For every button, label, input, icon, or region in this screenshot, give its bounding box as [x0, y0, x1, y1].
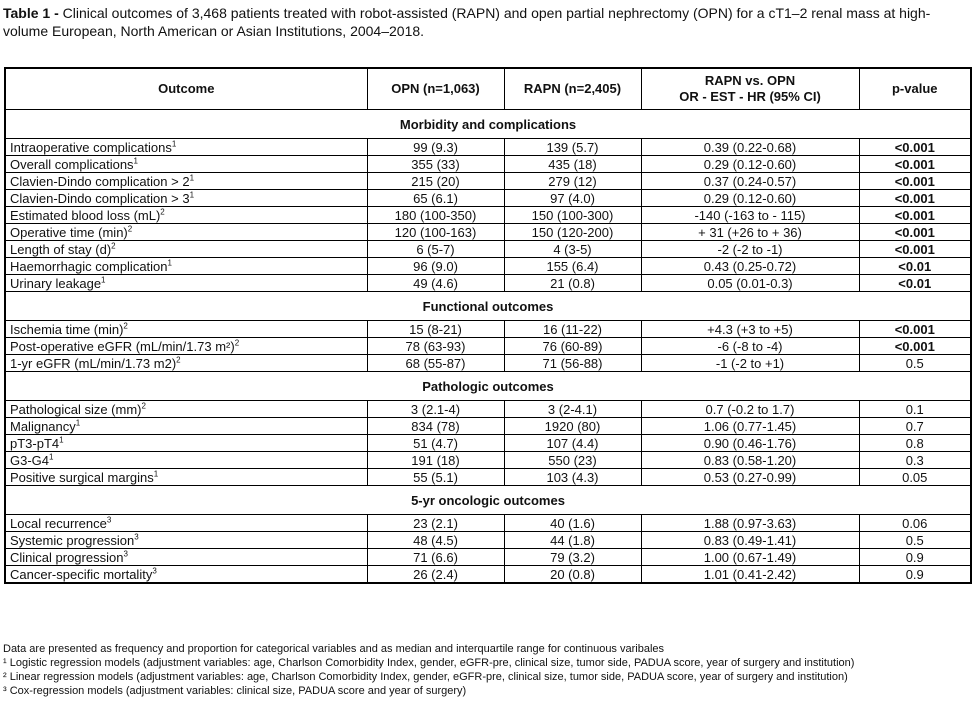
- cell-pvalue: <0.01: [859, 258, 971, 275]
- cell-pvalue: 0.9: [859, 549, 971, 566]
- cell-pvalue: 0.06: [859, 515, 971, 532]
- cell-pvalue: <0.001: [859, 321, 971, 338]
- cell-outcome: [5, 139, 367, 156]
- cell-pvalue: <0.001: [859, 338, 971, 355]
- outcome-label: Clinical progression: [10, 549, 124, 565]
- cell-rapn: 550 (23): [504, 452, 641, 469]
- cell-opn: 191 (18): [367, 452, 504, 469]
- outcome-label: Overall complications: [10, 156, 134, 172]
- cell-outcome: [5, 156, 367, 173]
- cell-rapn: 21 (0.8): [504, 275, 641, 292]
- table-row: [5, 241, 971, 258]
- footnote-marker: 2: [111, 241, 116, 251]
- outcome-label: Operative time (min): [10, 224, 128, 240]
- cell-comparison: 0.39 (0.22-0.68): [641, 139, 859, 156]
- cell-pvalue: 0.5: [859, 355, 971, 372]
- cell-outcome: [5, 401, 367, 418]
- cell-rapn: 279 (12): [504, 173, 641, 190]
- cell-opn: 15 (8-21): [367, 321, 504, 338]
- cell-opn: 65 (6.1): [367, 190, 504, 207]
- outcome-label: Ischemia time (min): [10, 321, 124, 337]
- table-row: [5, 275, 971, 292]
- footnote-marker: 3: [123, 549, 128, 559]
- cell-rapn: 4 (3-5): [504, 241, 641, 258]
- footnote-marker: 1: [153, 469, 159, 479]
- footnote-marker: 2: [141, 401, 146, 411]
- cell-opn: 3 (2.1-4): [367, 401, 504, 418]
- cell-pvalue: 0.1: [859, 401, 971, 418]
- cell-outcome: [5, 435, 367, 452]
- section-header-row: [5, 292, 971, 321]
- cell-comparison: -2 (-2 to -1): [641, 241, 859, 258]
- cell-comparison: 0.53 (0.27-0.99): [641, 469, 859, 486]
- cell-opn: 78 (63-93): [367, 338, 504, 355]
- column-header-comparison: [641, 68, 859, 110]
- cell-outcome: [5, 515, 367, 532]
- cell-comparison: 1.01 (0.41-2.42): [641, 566, 859, 584]
- cell-comparison: + 31 (+26 to + 36): [641, 224, 859, 241]
- section-title: Morbidity and complications: [5, 110, 971, 139]
- footnote-marker: 1: [171, 139, 177, 149]
- footnote-cox: ³ Cox-regression models (adjustment variables: clinical size, PADUA score and year of surgery): [3, 685, 467, 697]
- cell-comparison: -140 (-163 to - 115): [641, 207, 859, 224]
- cell-comparison: 0.43 (0.25-0.72): [641, 258, 859, 275]
- column-header-outcome: Outcome: [5, 68, 367, 110]
- section-header-row: [5, 486, 971, 515]
- cell-opn: 49 (4.6): [367, 275, 504, 292]
- outcome-label: Intraoperative complications: [10, 139, 172, 155]
- cell-outcome: [5, 275, 367, 292]
- footnote-marker: 1: [189, 190, 195, 200]
- footnote-marker: 3: [152, 566, 157, 576]
- cell-pvalue: <0.001: [859, 224, 971, 241]
- footnote-marker: 1: [75, 418, 81, 428]
- outcome-label: Clavien-Dindo complication > 2: [10, 173, 190, 189]
- cell-pvalue: <0.001: [859, 190, 971, 207]
- outcome-label: Haemorrhagic complication: [10, 258, 168, 274]
- cell-comparison: 1.06 (0.77-1.45): [641, 418, 859, 435]
- table-row: [5, 258, 971, 275]
- cell-pvalue: <0.001: [859, 241, 971, 258]
- outcome-label: G3-G4: [10, 452, 50, 468]
- cell-comparison: 0.29 (0.12-0.60): [641, 156, 859, 173]
- cell-opn: 55 (5.1): [367, 469, 504, 486]
- outcome-label: 1-yr eGFR (mL/min/1.73 m2): [10, 355, 177, 371]
- cell-rapn: 20 (0.8): [504, 566, 641, 584]
- cell-comparison: -6 (-8 to -4): [641, 338, 859, 355]
- table-row: [5, 338, 971, 355]
- cell-outcome: [5, 321, 367, 338]
- cell-comparison: 1.00 (0.67-1.49): [641, 549, 859, 566]
- footnote-marker: 2: [123, 321, 128, 331]
- cell-pvalue: 0.9: [859, 566, 971, 584]
- cell-outcome: [5, 173, 367, 190]
- section-title: Functional outcomes: [5, 292, 971, 321]
- outcome-label: Clavien-Dindo complication > 3: [10, 190, 190, 206]
- footnote-marker: 1: [167, 258, 172, 268]
- cell-outcome: [5, 355, 367, 372]
- cell-rapn: 150 (100-300): [504, 207, 641, 224]
- cell-comparison: 0.05 (0.01-0.3): [641, 275, 859, 292]
- footnote-marker: 3: [106, 515, 112, 525]
- cell-pvalue: 0.8: [859, 435, 971, 452]
- outcome-label: Positive surgical margins: [10, 469, 154, 485]
- cell-comparison: 0.90 (0.46-1.76): [641, 435, 859, 452]
- cell-comparison: 0.7 (-0.2 to 1.7): [641, 401, 859, 418]
- column-header-rapn: RAPN (n=2,405): [504, 68, 641, 110]
- cell-outcome: [5, 207, 367, 224]
- cell-rapn: 79 (3.2): [504, 549, 641, 566]
- cell-opn: 26 (2.4): [367, 566, 504, 584]
- cell-outcome: [5, 190, 367, 207]
- cell-outcome: [5, 532, 367, 549]
- cell-rapn: 71 (56-88): [504, 355, 641, 372]
- cell-outcome: [5, 549, 367, 566]
- cell-opn: 834 (78): [367, 418, 504, 435]
- cell-rapn: 107 (4.4): [504, 435, 641, 452]
- footnote-marker: 1: [133, 156, 138, 166]
- cell-rapn: 150 (120-200): [504, 224, 641, 241]
- footnote-marker: 2: [160, 207, 165, 217]
- cell-rapn: 76 (60-89): [504, 338, 641, 355]
- cell-opn: 180 (100-350): [367, 207, 504, 224]
- section-title: Pathologic outcomes: [5, 372, 971, 401]
- cell-rapn: 44 (1.8): [504, 532, 641, 549]
- section-header-row: [5, 372, 971, 401]
- cell-outcome: [5, 566, 367, 584]
- table-caption: [3, 4, 963, 40]
- outcome-label: Urinary leakage: [10, 275, 102, 291]
- footnote-marker: 1: [189, 173, 195, 183]
- table-row: [5, 173, 971, 190]
- column-header-opn: OPN (n=1,063): [367, 68, 504, 110]
- outcome-label: Cancer-specific mortality: [10, 566, 153, 582]
- table-row: [5, 207, 971, 224]
- cell-pvalue: 0.3: [859, 452, 971, 469]
- section-header-row: [5, 110, 971, 139]
- table-row: [5, 355, 971, 372]
- cell-rapn: 1920 (80): [504, 418, 641, 435]
- footnote-marker: 1: [59, 435, 64, 445]
- cell-rapn: 16 (11-22): [504, 321, 641, 338]
- clinical-outcomes-table: [4, 67, 972, 584]
- table-row: [5, 321, 971, 338]
- footnote-logistic: ¹ Logistic regression models (adjustment variables: age, Charlson Comorbidity Index, gender, eGFR-pre, clinical size, tumor side, PADUA score, year of surgery and institution): [3, 657, 855, 669]
- table-row: [5, 452, 971, 469]
- footnote-marker: 1: [101, 275, 106, 285]
- cell-opn: 6 (5-7): [367, 241, 504, 258]
- cell-rapn: 97 (4.0): [504, 190, 641, 207]
- table-row: [5, 549, 971, 566]
- table-row: [5, 401, 971, 418]
- cell-outcome: [5, 224, 367, 241]
- cell-rapn: 40 (1.6): [504, 515, 641, 532]
- outcome-label: Pathological size (mm): [10, 401, 142, 417]
- cell-comparison: 0.83 (0.58-1.20): [641, 452, 859, 469]
- table-row: [5, 139, 971, 156]
- cell-opn: 120 (100-163): [367, 224, 504, 241]
- cell-opn: 23 (2.1): [367, 515, 504, 532]
- cell-rapn: 103 (4.3): [504, 469, 641, 486]
- cell-opn: 48 (4.5): [367, 532, 504, 549]
- table-row: [5, 190, 971, 207]
- cell-pvalue: <0.001: [859, 207, 971, 224]
- table-row: [5, 566, 971, 584]
- cell-outcome: [5, 241, 367, 258]
- footnote-marker: 2: [176, 355, 181, 365]
- table-row: [5, 469, 971, 486]
- table-footnotes: [3, 642, 971, 698]
- footnote-linear: ² Linear regression models (adjustment variables: age, Charlson Comorbidity Index, gender, eGFR-pre, clinical size, tumor side, PADUA score, year of surgery and institution): [3, 671, 848, 683]
- outcome-label: Post-operative eGFR (mL/min/1.73 m²): [10, 338, 235, 354]
- section-title: 5-yr oncologic outcomes: [5, 486, 971, 515]
- cell-rapn: 3 (2-4.1): [504, 401, 641, 418]
- cell-outcome: [5, 418, 367, 435]
- cell-opn: 215 (20): [367, 173, 504, 190]
- cell-pvalue: <0.001: [859, 156, 971, 173]
- cell-pvalue: 0.05: [859, 469, 971, 486]
- cell-rapn: 139 (5.7): [504, 139, 641, 156]
- outcome-label: Length of stay (d): [10, 241, 112, 257]
- footnote-marker: 3: [134, 532, 139, 542]
- cell-pvalue: 0.5: [859, 532, 971, 549]
- table-row: [5, 515, 971, 532]
- cell-opn: 96 (9.0): [367, 258, 504, 275]
- table-row: [5, 435, 971, 452]
- table-row: [5, 156, 971, 173]
- footnote-data-note: Data are presented as frequency and proportion for categorical variables and as median and interquartile range for continuous varibales: [3, 643, 665, 655]
- table-row: [5, 418, 971, 435]
- outcome-label: pT3-pT4: [10, 435, 60, 451]
- cell-opn: 68 (55-87): [367, 355, 504, 372]
- cell-comparison: 0.37 (0.24-0.57): [641, 173, 859, 190]
- column-header-comparison-line1: RAPN vs. OPN: [704, 73, 796, 88]
- cell-rapn: 435 (18): [504, 156, 641, 173]
- outcome-label: Systemic progression: [10, 532, 135, 548]
- column-header-pvalue: p-value: [859, 68, 971, 110]
- footnote-marker: 2: [234, 338, 240, 348]
- cell-opn: 71 (6.6): [367, 549, 504, 566]
- cell-pvalue: 0.7: [859, 418, 971, 435]
- cell-opn: 99 (9.3): [367, 139, 504, 156]
- outcome-label: Local recurrence: [10, 515, 107, 531]
- cell-comparison: +4.3 (+3 to +5): [641, 321, 859, 338]
- outcome-label: Malignancy: [10, 418, 76, 434]
- cell-opn: 51 (4.7): [367, 435, 504, 452]
- cell-pvalue: <0.001: [859, 173, 971, 190]
- cell-pvalue: <0.001: [859, 139, 971, 156]
- footnote-marker: 2: [127, 224, 133, 234]
- cell-comparison: 1.88 (0.97-3.63): [641, 515, 859, 532]
- table-row: [5, 224, 971, 241]
- cell-comparison: -1 (-2 to +1): [641, 355, 859, 372]
- cell-comparison: 0.29 (0.12-0.60): [641, 190, 859, 207]
- cell-comparison: 0.83 (0.49-1.41): [641, 532, 859, 549]
- cell-pvalue: <0.01: [859, 275, 971, 292]
- footnote-marker: 1: [49, 452, 54, 462]
- table-body: [5, 110, 971, 584]
- table-row: [5, 532, 971, 549]
- outcome-label: Estimated blood loss (mL): [10, 207, 161, 223]
- cell-outcome: [5, 338, 367, 355]
- table-caption-label: Table 1 -: [3, 5, 59, 21]
- table-header-row: [5, 68, 971, 110]
- cell-outcome: [5, 452, 367, 469]
- cell-opn: 355 (33): [367, 156, 504, 173]
- cell-outcome: [5, 469, 367, 486]
- column-header-comparison-line2: OR - EST - HR (95% CI): [679, 89, 821, 104]
- cell-rapn: 155 (6.4): [504, 258, 641, 275]
- cell-outcome: [5, 258, 367, 275]
- table-caption-text: Clinical outcomes of 3,468 patients treated with robot-assisted (RAPN) and open partial nephrectomy (OPN) for a cT1–2 renal mass at high-volume European, North American or Asian Institutions, 2004–2018.: [3, 5, 931, 39]
